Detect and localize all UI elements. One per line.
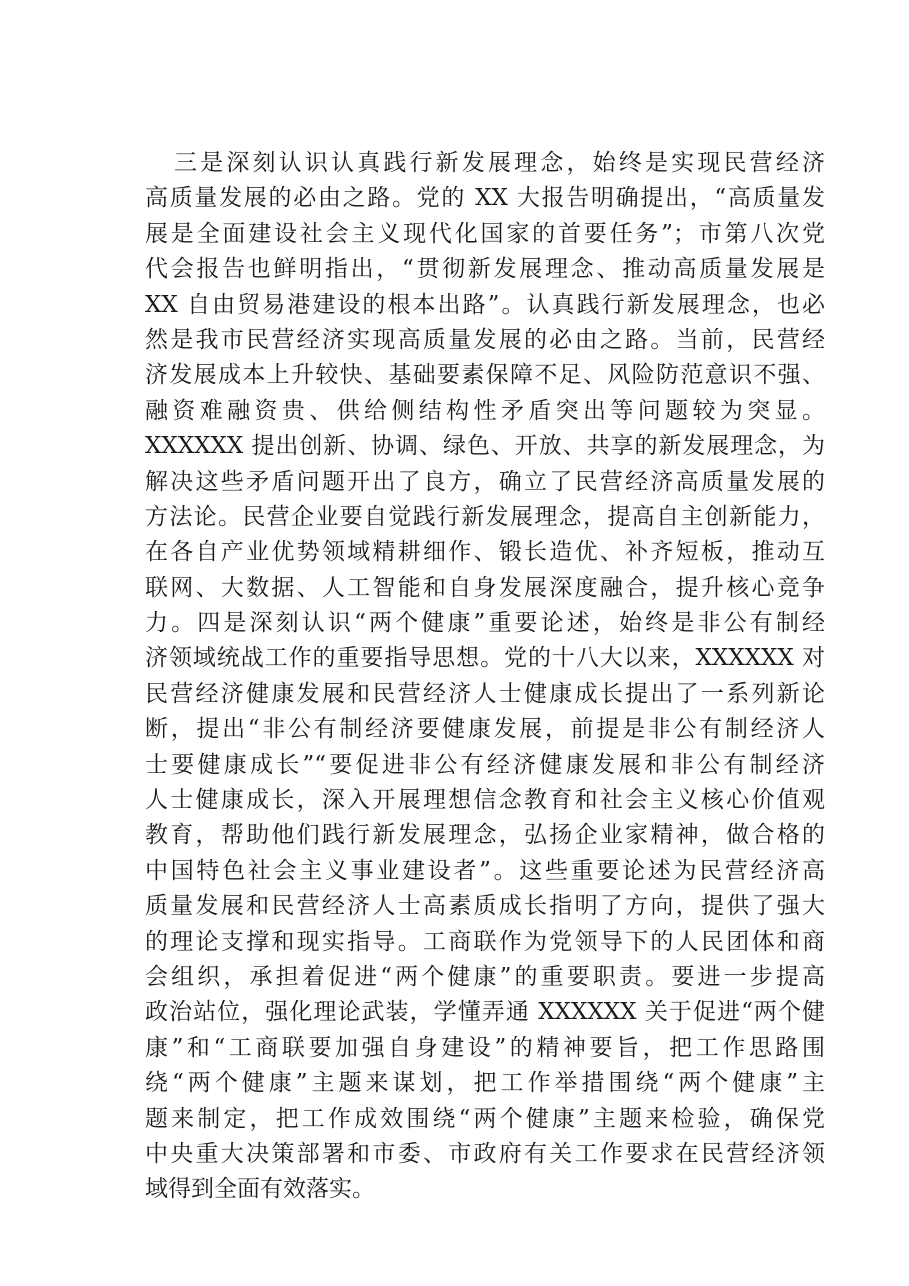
paragraph-line: 康”和“工商联要加强自身建设”的精神要旨，把工作思路围 <box>145 1034 825 1061</box>
paragraph-line: 域得到全面有效落实。 <box>145 1176 375 1203</box>
paragraph-line: 力。四是深刻认识“两个健康”重要论述，始终是非公有制经 <box>145 610 825 637</box>
paragraph-line: 政治站位，强化理论武装，学懂弄通 XXXXXX 关于促进“两个健 <box>145 999 825 1026</box>
paragraph-line: 断，提出“非公有制经济要健康发展，前提是非公有制经济人 <box>145 716 825 743</box>
paragraph-line: 中国特色社会主义事业建设者”。这些重要论述为民营经济高 <box>145 857 825 884</box>
paragraph-line: 展是全面建设社会主义现代化国家的首要任务”；市第八次党 <box>145 220 825 247</box>
paragraph-line: 方法论。民营企业要自觉践行新发展理念，提高自主创新能力， <box>145 503 825 530</box>
paragraph-line: 在各自产业优势领域精耕细作、锻长造优、补齐短板，推动互 <box>145 539 825 566</box>
paragraph-line: 士要健康成长”“要促进非公有经济健康发展和非公有制经济 <box>145 751 825 778</box>
paragraph-line: 联网、大数据、人工智能和自身发展深度融合，提升核心竞争 <box>145 574 825 601</box>
paragraph-line: 的理论支撑和现实指导。工商联作为党领导下的人民团体和商 <box>145 928 825 955</box>
paragraph-line: 人士健康成长，深入开展理想信念教育和社会主义核心价值观 <box>145 787 825 814</box>
paragraph-line: 高质量发展的必由之路。党的 XX 大报告明确提出，“高质量发 <box>145 185 825 212</box>
paragraph-line: 民营经济健康发展和民营经济人士健康成长提出了一系列新论 <box>145 680 825 707</box>
paragraph-line: XXXXXX 提出创新、协调、绿色、开放、共享的新发展理念，为 <box>145 433 825 460</box>
paragraph-line: 代会报告也鲜明指出，“贯彻新发展理念、推动高质量发展是 <box>145 256 825 283</box>
paragraph-line: 题来制定，把工作成效围绕“两个健康”主题来检验，确保党 <box>145 1105 825 1132</box>
paragraph-line: 中央重大决策部署和市委、市政府有关工作要求在民营经济领 <box>145 1140 825 1167</box>
paragraph-line: 教育，帮助他们践行新发展理念，弘扬企业家精神，做合格的 <box>145 822 825 849</box>
paragraph-line: 三是深刻认识认真践行新发展理念，始终是实现民营经济 <box>174 150 825 176</box>
paragraph-line: 质量发展和民营经济人士高素质成长指明了方向，提供了强大 <box>145 893 825 920</box>
paragraph-line: 融资难融资贵、供给侧结构性矛盾突出等问题较为突显。 <box>145 397 825 424</box>
paragraph-line: 会组织，承担着促进“两个健康”的重要职责。要进一步提高 <box>145 963 825 990</box>
paragraph-line: 然是我市民营经济实现高质量发展的必由之路。当前，民营经 <box>145 326 825 353</box>
paragraph-line: 绕“两个健康”主题来谋划，把工作举措围绕“两个健康”主 <box>145 1070 825 1097</box>
body-paragraph <box>145 146 825 1208</box>
paragraph-line: 济发展成本上升较快、基础要素保障不足、风险防范意识不强、 <box>145 362 825 389</box>
paragraph-line: XX 自由贸易港建设的根本出路”。认真践行新发展理念，也必 <box>145 291 825 318</box>
paragraph-line: 济领域统战工作的重要指导思想。党的十八大以来，XXXXXX 对 <box>145 645 825 672</box>
paragraph-line: 解决这些矛盾问题开出了良方，确立了民营经济高质量发展的 <box>145 468 825 495</box>
